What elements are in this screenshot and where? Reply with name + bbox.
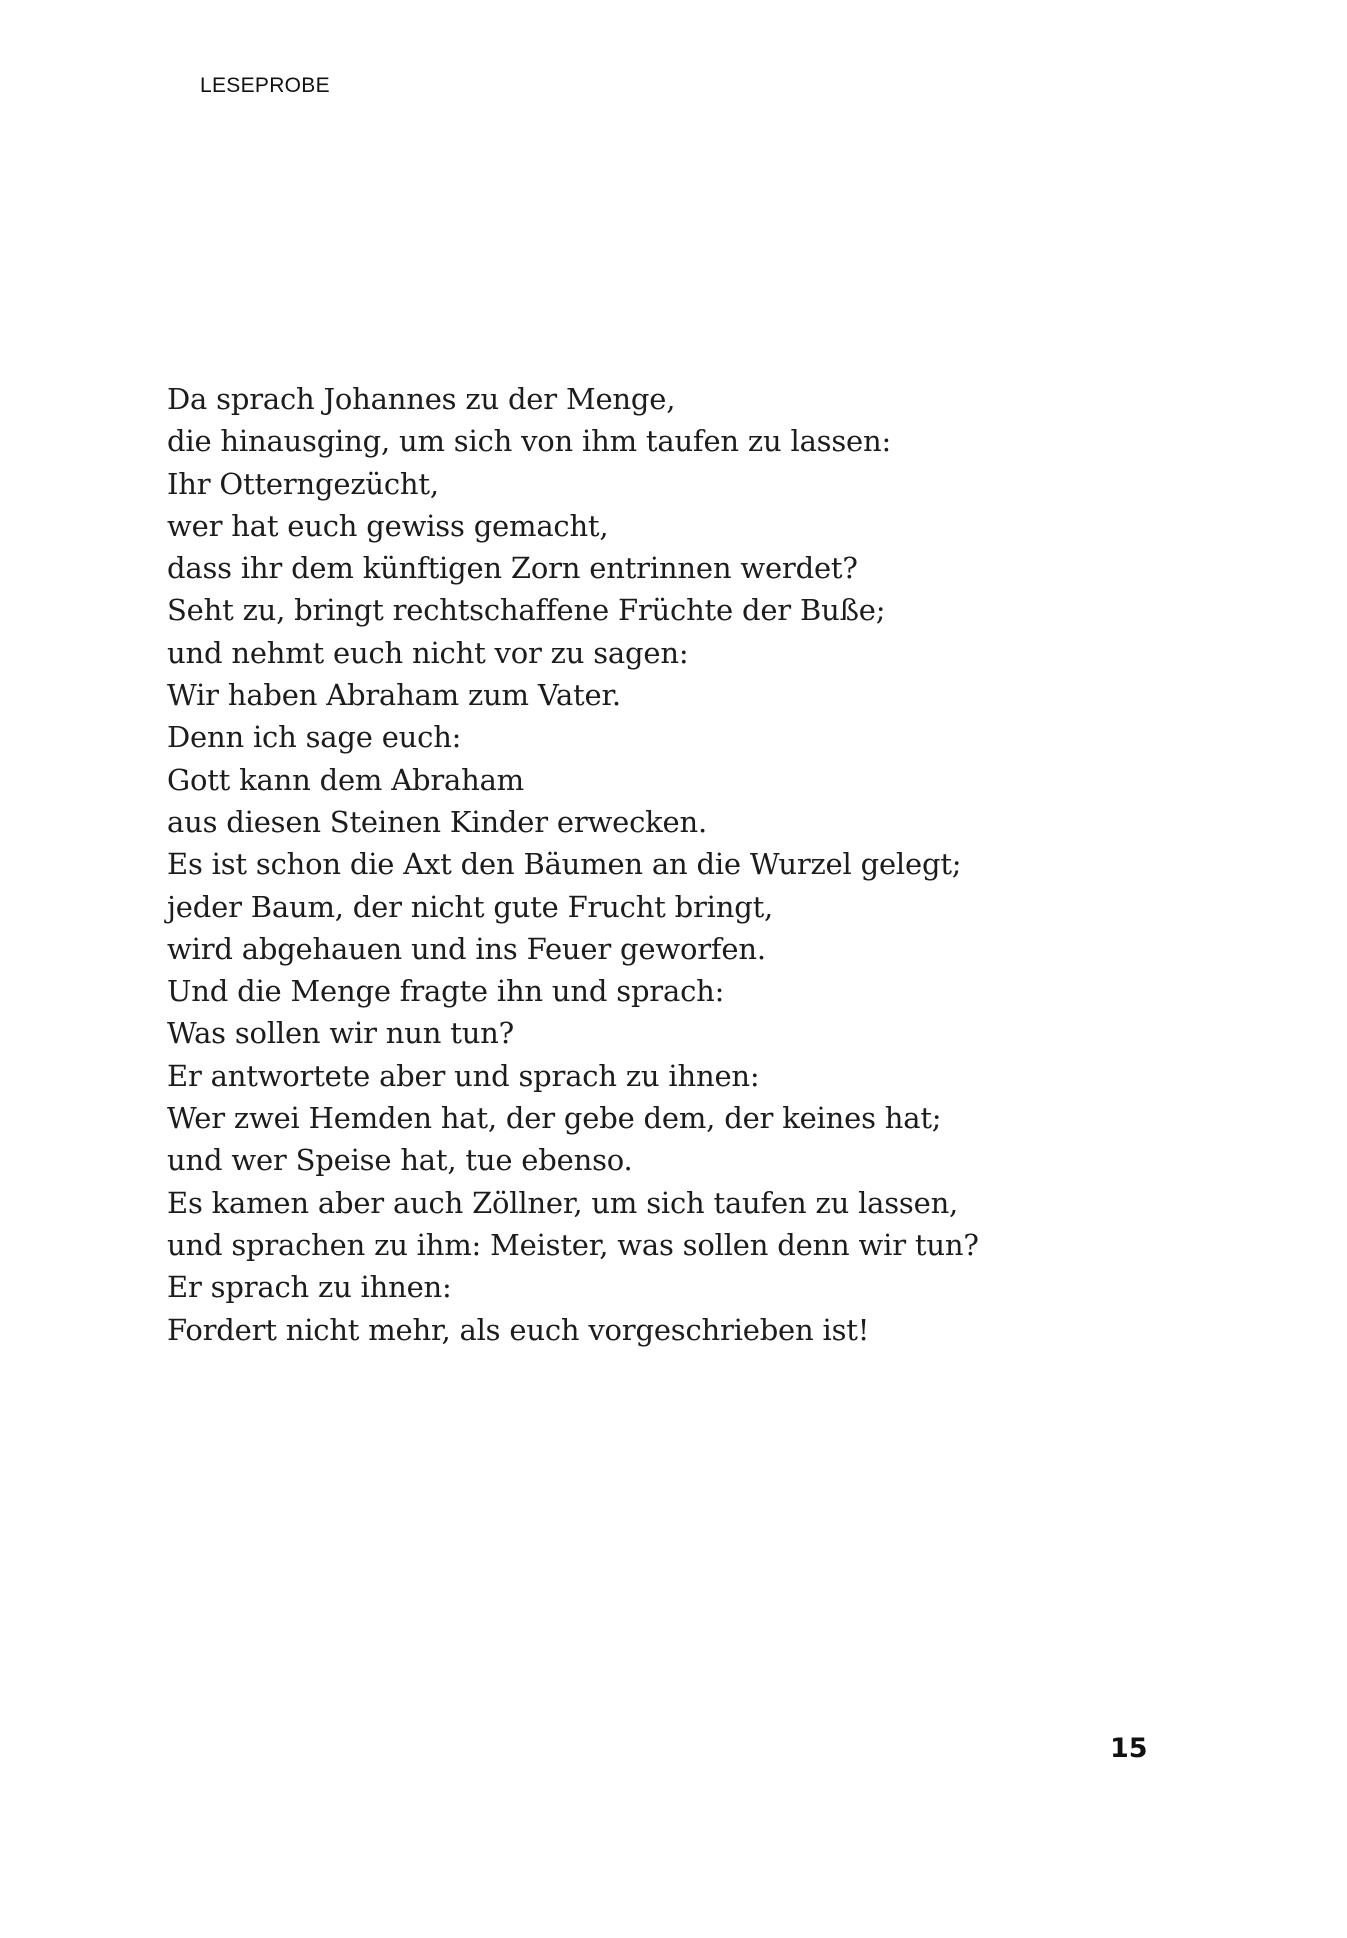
poem-line: wer hat euch gewiss gemacht, [167, 508, 609, 543]
poem-line: Und die Menge fragte ihn und sprach: [167, 974, 725, 1009]
poem-line: dass ihr dem künftigen Zorn entrinnen werdet? [167, 551, 858, 586]
poem-line: Fordert nicht mehr, als euch vorgeschrieben ist! [167, 1312, 870, 1347]
poem-line: Er antwortete aber und sprach zu ihnen: [167, 1058, 760, 1093]
poem-line: Es kamen aber auch Zöllner, um sich taufen zu lassen, [167, 1185, 959, 1220]
poem-line: Ihr Otterngezücht, [167, 466, 439, 501]
poem-line: Was sollen wir nun tun? [167, 1016, 515, 1051]
poem-line: Wir haben Abraham zum Vater. [167, 678, 621, 713]
poem-line: wird abgehauen und ins Feuer geworfen. [167, 931, 766, 966]
poem-line: Gott kann dem Abraham [167, 762, 524, 797]
poem-line: jeder Baum, der nicht gute Frucht bringt, [167, 889, 774, 924]
poem-line: Es ist schon die Axt den Bäumen an die Wurzel gelegt; [167, 847, 962, 882]
poem-line: aus diesen Steinen Kinder erwecken. [167, 804, 708, 839]
poem-line: Denn ich sage euch: [167, 720, 462, 755]
poem-line: und sprachen zu ihm: Meister, was sollen denn wir tun? [167, 1227, 979, 1262]
poem-line: die hinausging, um sich von ihm taufen zu lassen: [167, 424, 892, 459]
poem-text [167, 378, 1167, 1351]
poem-line: Wer zwei Hemden hat, der gebe dem, der keines hat; [167, 1101, 942, 1136]
poem-line: Er sprach zu ihnen: [167, 1270, 452, 1305]
poem-line: und wer Speise hat, tue ebenso. [167, 1143, 633, 1178]
page-number: 15 [1110, 1733, 1148, 1764]
running-header: LESEPROBE [200, 74, 330, 97]
poem-line: und nehmt euch nicht vor zu sagen: [167, 635, 689, 670]
poem-line: Seht zu, bringt rechtschaffene Früchte der Buße; [167, 593, 886, 628]
poem-line: Da sprach Johannes zu der Menge, [167, 382, 676, 416]
